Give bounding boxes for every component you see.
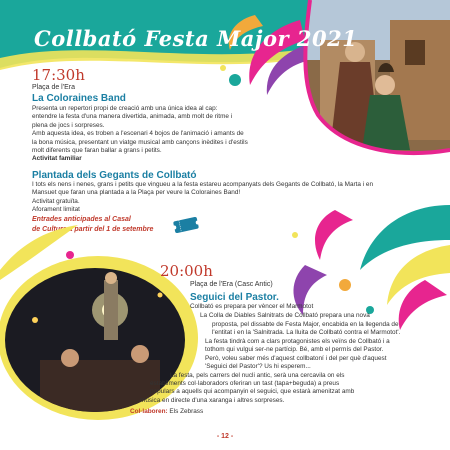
description-line: la bona música, presentant un viatge musical amb cançons inèdites i d'estils (32, 138, 248, 146)
event-heading: La Coloraines Band (32, 93, 126, 104)
description-line: La Colla de Diables Salnitrats de Collbató prepara una nova (200, 312, 370, 319)
event-place: Plaça de l'Era (32, 84, 75, 91)
event-time: 17:30h (32, 66, 85, 84)
description-line: establiments col·laboradors oferiran un tast (tapa+beguda) a preus (150, 380, 340, 387)
description-line: populars a aquells qui acompanyin el seguici, que estarà amenitzat amb (150, 388, 355, 396)
event-description (212, 321, 440, 338)
event-time: 20:00h (160, 262, 213, 280)
description-line: La festa tindrà com a clars protagonistes els veïns de Collbató i a (205, 338, 390, 345)
description-line: proposta, pel dissabte de Festa Major, encabida en la llegenda de (212, 321, 399, 328)
description-line: Però, voleu saber més d'aquest collbatoní i del per què d'aquest (205, 354, 387, 362)
event-description (140, 397, 440, 405)
collaborators (130, 408, 203, 416)
description-line: música en directe d'una xaranga i altres sorpreses. (140, 397, 285, 404)
description-line: Presenta un repertori propi de creació amb una única idea al cap: (32, 105, 218, 112)
decorative-swirl-top (205, 10, 315, 100)
event-heading: Seguici del Pastor. (190, 292, 279, 303)
giants-photo (300, 0, 450, 160)
promo-line: Entrades anticipades al Casal (32, 216, 131, 223)
event-place: Plaça de l'Era (Casc Antic) (190, 281, 273, 288)
event-description (205, 338, 440, 372)
promo-line: de Cultura a partir del 1 de setembre (32, 226, 154, 233)
collaborators-label: Col·laboren: (130, 408, 168, 415)
event-description (190, 303, 430, 311)
description-line: 'Seguici del Pastor'? Us hi esperem... (205, 363, 311, 371)
event-description (150, 380, 440, 397)
description-line: La festa, pels carrers del nucli antic, serà una cercavila on els (170, 372, 345, 379)
description-line: I tots els nens i nenes, grans i petits que vingueu a la festa estareu acompanyats dels Gegants de Collbató, la Marta i en (32, 181, 374, 188)
description-line: Collbató es prepara per vèncer el Marmotot (190, 303, 314, 310)
page-number: - 12 - (216, 433, 234, 440)
event-description (200, 312, 435, 320)
activity-type: Activitat familiar (32, 155, 82, 163)
description-line: Mansuet que faran una plantada a la Plaça per veure la Coloraines Band! (32, 189, 241, 197)
collaborators-value: Els Zebrass (169, 408, 204, 415)
ticket-icon (172, 216, 200, 234)
event-heading: Plantada dels Gegants de Collbató (32, 170, 197, 181)
page-title: Collbató Festa Major 2021 (34, 26, 358, 51)
description-line: molt diferents que faran ballar a grans i petits. (32, 147, 162, 155)
description-line: entendre la festa d'una manera divertida, animada, amb molt de ritme i (32, 113, 233, 121)
capacity-note: Aforament limitat (32, 206, 80, 214)
free-note: Activitat gratuïta. (32, 197, 80, 205)
description-line: Amb aquesta idea, es troben a l'escenari 4 bojos de l'animació i amants de (32, 130, 244, 138)
description-line: plena de jocs i sorpreses. (32, 121, 105, 129)
description-line: l'entitat i en la 'Salnitrada. La lluita de Collbató contra el Marmotot'. (212, 329, 401, 337)
event-description (32, 105, 312, 164)
description-line: tothom qui vulgui ser-ne partícip. Bé, amb el permís del Pastor. (205, 346, 384, 354)
